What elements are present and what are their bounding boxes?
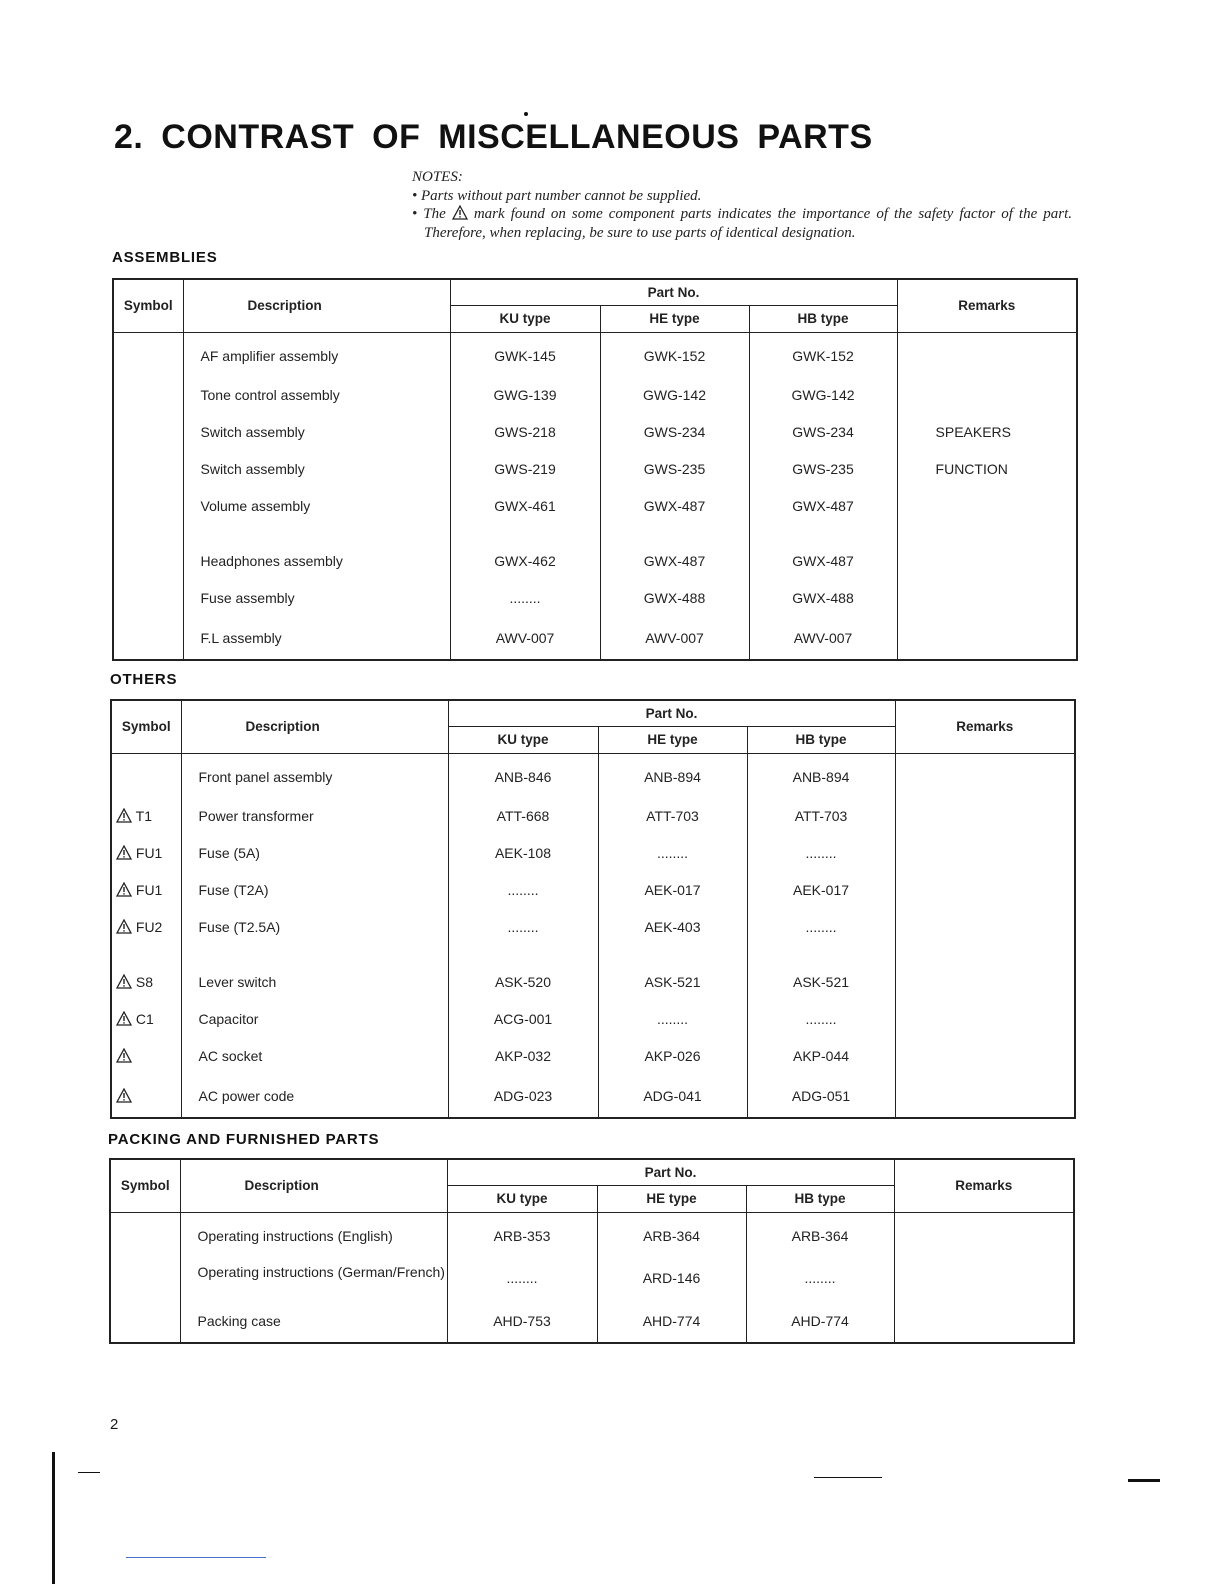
- table-row: [113, 617, 1077, 660]
- safety-warning-icon: [116, 1011, 132, 1026]
- table-row: [113, 488, 1077, 525]
- symbol-label: T1: [135, 808, 152, 824]
- cell-description: Tone control assembly: [183, 377, 450, 414]
- cell-ku-part: ........: [450, 580, 600, 617]
- cell-he-part: ........: [598, 835, 747, 872]
- cell-ku-part: ASK-520: [448, 964, 598, 1001]
- cell-description: Front panel assembly: [181, 753, 448, 798]
- cell-he-part: ARB-364: [597, 1212, 746, 1257]
- cell-description: Lever switch: [181, 964, 448, 1001]
- cell-symbol: [111, 964, 181, 1001]
- col-header-remarks: Remarks: [895, 700, 1075, 753]
- cell-remarks: [895, 872, 1075, 909]
- table-row: [111, 964, 1075, 1001]
- cell-hb-part: ATT-703: [747, 798, 895, 835]
- cell-symbol: [110, 1300, 180, 1343]
- cell-hb-part: GWG-142: [749, 377, 897, 414]
- note-item-2: • The mark found on some component parts indicates the importance of the safety factor of the part. Therefore, when replacing, be sure to use parts of identical designation.: [412, 206, 1073, 241]
- col-header-hb-type: HB type: [746, 1185, 894, 1212]
- note-item-2-text: mark found on some component parts indicates the importance of the safety factor of the part. Therefore, when replacing, be sure to use parts of identical designation.: [424, 206, 1073, 241]
- col-header-part-no: Part No.: [447, 1159, 894, 1185]
- cell-ku-part: GWX-462: [450, 543, 600, 580]
- cell-ku-part: AWV-007: [450, 617, 600, 660]
- col-header-description: Description: [183, 279, 450, 332]
- cell-description: Fuse (5A): [181, 835, 448, 872]
- cell-ku-part: ........: [448, 872, 598, 909]
- scan-mark: [126, 1557, 266, 1558]
- cell-symbol: [111, 798, 181, 835]
- cell-ku-part: GWG-139: [450, 377, 600, 414]
- scan-edge-line: [52, 1452, 55, 1584]
- others-table: [110, 699, 1076, 1119]
- table-row: [113, 451, 1077, 488]
- cell-ku-part: ........: [448, 909, 598, 946]
- cell-remarks: [895, 1075, 1075, 1118]
- cell-description: Power transformer: [181, 798, 448, 835]
- symbol-label: C1: [135, 1011, 154, 1027]
- cell-he-part: GWG-142: [600, 377, 749, 414]
- table-row: [111, 835, 1075, 872]
- packing-table: [109, 1158, 1075, 1344]
- symbol-label: FU1: [135, 845, 163, 861]
- cell-symbol: [110, 1212, 180, 1257]
- note-item-1: • Parts without part number cannot be supplied.: [412, 187, 702, 204]
- cell-remarks: [895, 753, 1075, 798]
- table-row: [113, 377, 1077, 414]
- notes-block: [412, 168, 1072, 242]
- cell-symbol: [111, 1038, 181, 1075]
- cell-ku-part: ANB-846: [448, 753, 598, 798]
- cell-remarks: [897, 580, 1077, 617]
- cell-symbol: [113, 451, 183, 488]
- safety-warning-icon: [116, 808, 132, 823]
- col-header-symbol: Symbol: [110, 1159, 180, 1212]
- cell-remarks: [895, 835, 1075, 872]
- table-row: [110, 1257, 1074, 1300]
- cell-symbol: [113, 414, 183, 451]
- cell-symbol: [113, 580, 183, 617]
- cell-symbol: [110, 1257, 180, 1300]
- cell-remarks: [894, 1257, 1074, 1300]
- cell-he-part: ARD-146: [597, 1257, 746, 1300]
- packing-heading: PACKING AND FURNISHED PARTS: [108, 1131, 380, 1148]
- cell-hb-part: AEK-017: [747, 872, 895, 909]
- cell-he-part: GWK-152: [600, 332, 749, 377]
- col-header-description: Description: [181, 700, 448, 753]
- cell-he-part: ADG-041: [598, 1075, 747, 1118]
- cell-remarks: [897, 543, 1077, 580]
- safety-warning-icon: [116, 974, 132, 989]
- notes-heading: NOTES:: [412, 169, 463, 185]
- col-header-ku-type: KU type: [448, 726, 598, 753]
- table-row: [113, 580, 1077, 617]
- cell-hb-part: GWX-487: [749, 488, 897, 525]
- table-row: [113, 543, 1077, 580]
- cell-hb-part: GWS-235: [749, 451, 897, 488]
- scan-mark: [1128, 1479, 1160, 1482]
- others-heading: OTHERS: [110, 671, 178, 688]
- cell-remarks: [895, 964, 1075, 1001]
- table-row: [113, 414, 1077, 451]
- cell-he-part: GWS-234: [600, 414, 749, 451]
- cell-he-part: GWS-235: [600, 451, 749, 488]
- col-header-part-no: Part No.: [450, 279, 897, 305]
- cell-remarks: FUNCTION: [897, 451, 1077, 488]
- cell-ku-part: ATT-668: [448, 798, 598, 835]
- col-header-remarks: Remarks: [897, 279, 1077, 332]
- table-row: [110, 1300, 1074, 1343]
- cell-remarks: [894, 1300, 1074, 1343]
- cell-symbol: [113, 332, 183, 377]
- col-header-he-type: HE type: [598, 726, 747, 753]
- cell-remarks: [897, 617, 1077, 660]
- note-item-2-pre: The: [423, 206, 446, 222]
- table-row: [111, 872, 1075, 909]
- table-row: [113, 332, 1077, 377]
- cell-remarks: [897, 332, 1077, 377]
- cell-ku-part: ADG-023: [448, 1075, 598, 1118]
- col-header-remarks: Remarks: [894, 1159, 1074, 1212]
- cell-he-part: ........: [598, 1001, 747, 1038]
- table-row: [110, 1212, 1074, 1257]
- cell-hb-part: ........: [746, 1257, 894, 1300]
- cell-description: Operating instructions (English): [180, 1212, 447, 1257]
- cell-description: Switch assembly: [183, 414, 450, 451]
- cell-hb-part: ........: [747, 835, 895, 872]
- cell-he-part: GWX-487: [600, 543, 749, 580]
- cell-hb-part: ........: [747, 909, 895, 946]
- cell-hb-part: ........: [747, 1001, 895, 1038]
- safety-warning-icon: [452, 205, 468, 220]
- table-row: [111, 1075, 1075, 1118]
- cell-description: Volume assembly: [183, 488, 450, 525]
- cell-description: Headphones assembly: [183, 543, 450, 580]
- cell-description: Fuse assembly: [183, 580, 450, 617]
- col-header-part-no: Part No.: [448, 700, 895, 726]
- cell-hb-part: AWV-007: [749, 617, 897, 660]
- cell-hb-part: ADG-051: [747, 1075, 895, 1118]
- assemblies-table: [112, 278, 1078, 661]
- cell-hb-part: AHD-774: [746, 1300, 894, 1343]
- col-header-he-type: HE type: [600, 305, 749, 332]
- cell-remarks: SPEAKERS: [897, 414, 1077, 451]
- cell-he-part: AEK-403: [598, 909, 747, 946]
- cell-description: Operating instructions (German/French): [180, 1257, 447, 1300]
- cell-ku-part: ARB-353: [447, 1212, 597, 1257]
- safety-warning-icon: [116, 1088, 132, 1103]
- cell-description: AC socket: [181, 1038, 448, 1075]
- cell-he-part: ATT-703: [598, 798, 747, 835]
- col-header-ku-type: KU type: [450, 305, 600, 332]
- cell-symbol: [111, 1075, 181, 1118]
- cell-description: Packing case: [180, 1300, 447, 1343]
- cell-hb-part: GWK-152: [749, 332, 897, 377]
- col-header-hb-type: HB type: [747, 726, 895, 753]
- safety-warning-icon: [116, 919, 132, 934]
- cell-hb-part: GWS-234: [749, 414, 897, 451]
- scan-mark: [814, 1477, 882, 1478]
- cell-ku-part: GWS-219: [450, 451, 600, 488]
- cell-hb-part: ASK-521: [747, 964, 895, 1001]
- cell-he-part: ANB-894: [598, 753, 747, 798]
- symbol-label: FU1: [135, 882, 163, 898]
- col-header-description: Description: [180, 1159, 447, 1212]
- cell-hb-part: AKP-044: [747, 1038, 895, 1075]
- col-header-he-type: HE type: [597, 1185, 746, 1212]
- table-row: [111, 798, 1075, 835]
- safety-warning-icon: [116, 1048, 132, 1063]
- symbol-label: FU2: [135, 919, 163, 935]
- cell-symbol: [111, 1001, 181, 1038]
- page-number: 2: [110, 1416, 119, 1433]
- cell-symbol: [113, 488, 183, 525]
- safety-warning-icon: [116, 882, 132, 897]
- safety-warning-icon: [116, 845, 132, 860]
- cell-remarks: [897, 377, 1077, 414]
- col-header-hb-type: HB type: [749, 305, 897, 332]
- col-header-ku-type: KU type: [447, 1185, 597, 1212]
- symbol-label: S8: [135, 974, 154, 990]
- cell-he-part: AEK-017: [598, 872, 747, 909]
- cell-hb-part: ANB-894: [747, 753, 895, 798]
- cell-hb-part: ARB-364: [746, 1212, 894, 1257]
- cell-description: AC power code: [181, 1075, 448, 1118]
- cell-ku-part: ........: [447, 1257, 597, 1300]
- assemblies-heading: ASSEMBLIES: [112, 249, 218, 266]
- cell-hb-part: GWX-488: [749, 580, 897, 617]
- note-item-1-text: Parts without part number cannot be supplied.: [421, 187, 702, 204]
- cell-hb-part: GWX-487: [749, 543, 897, 580]
- cell-ku-part: GWX-461: [450, 488, 600, 525]
- cell-symbol: [113, 617, 183, 660]
- cell-description: Switch assembly: [183, 451, 450, 488]
- scan-speck: [524, 112, 528, 116]
- cell-he-part: GWX-487: [600, 488, 749, 525]
- cell-ku-part: AKP-032: [448, 1038, 598, 1075]
- table-row: [111, 1038, 1075, 1075]
- cell-description: AF amplifier assembly: [183, 332, 450, 377]
- cell-he-part: AWV-007: [600, 617, 749, 660]
- cell-description: Fuse (T2A): [181, 872, 448, 909]
- cell-symbol: [111, 753, 181, 798]
- table-row: [111, 753, 1075, 798]
- cell-ku-part: GWS-218: [450, 414, 600, 451]
- cell-description: Fuse (T2.5A): [181, 909, 448, 946]
- cell-remarks: [895, 798, 1075, 835]
- page-title: 2. CONTRAST OF MISCELLANEOUS PARTS: [114, 118, 873, 156]
- cell-description: Capacitor: [181, 1001, 448, 1038]
- cell-remarks: [897, 488, 1077, 525]
- cell-remarks: [895, 1038, 1075, 1075]
- cell-ku-part: AHD-753: [447, 1300, 597, 1343]
- table-row: [111, 909, 1075, 946]
- table-row: [111, 1001, 1075, 1038]
- cell-remarks: [894, 1212, 1074, 1257]
- cell-he-part: AKP-026: [598, 1038, 747, 1075]
- cell-he-part: AHD-774: [597, 1300, 746, 1343]
- cell-description: F.L assembly: [183, 617, 450, 660]
- cell-he-part: GWX-488: [600, 580, 749, 617]
- cell-ku-part: GWK-145: [450, 332, 600, 377]
- cell-remarks: [895, 1001, 1075, 1038]
- cell-symbol: [111, 872, 181, 909]
- col-header-symbol: Symbol: [111, 700, 181, 753]
- cell-symbol: [111, 835, 181, 872]
- col-header-symbol: Symbol: [113, 279, 183, 332]
- cell-symbol: [113, 543, 183, 580]
- cell-he-part: ASK-521: [598, 964, 747, 1001]
- cell-ku-part: ACG-001: [448, 1001, 598, 1038]
- cell-ku-part: AEK-108: [448, 835, 598, 872]
- cell-symbol: [113, 377, 183, 414]
- cell-symbol: [111, 909, 181, 946]
- scan-mark: [78, 1472, 100, 1473]
- cell-remarks: [895, 909, 1075, 946]
